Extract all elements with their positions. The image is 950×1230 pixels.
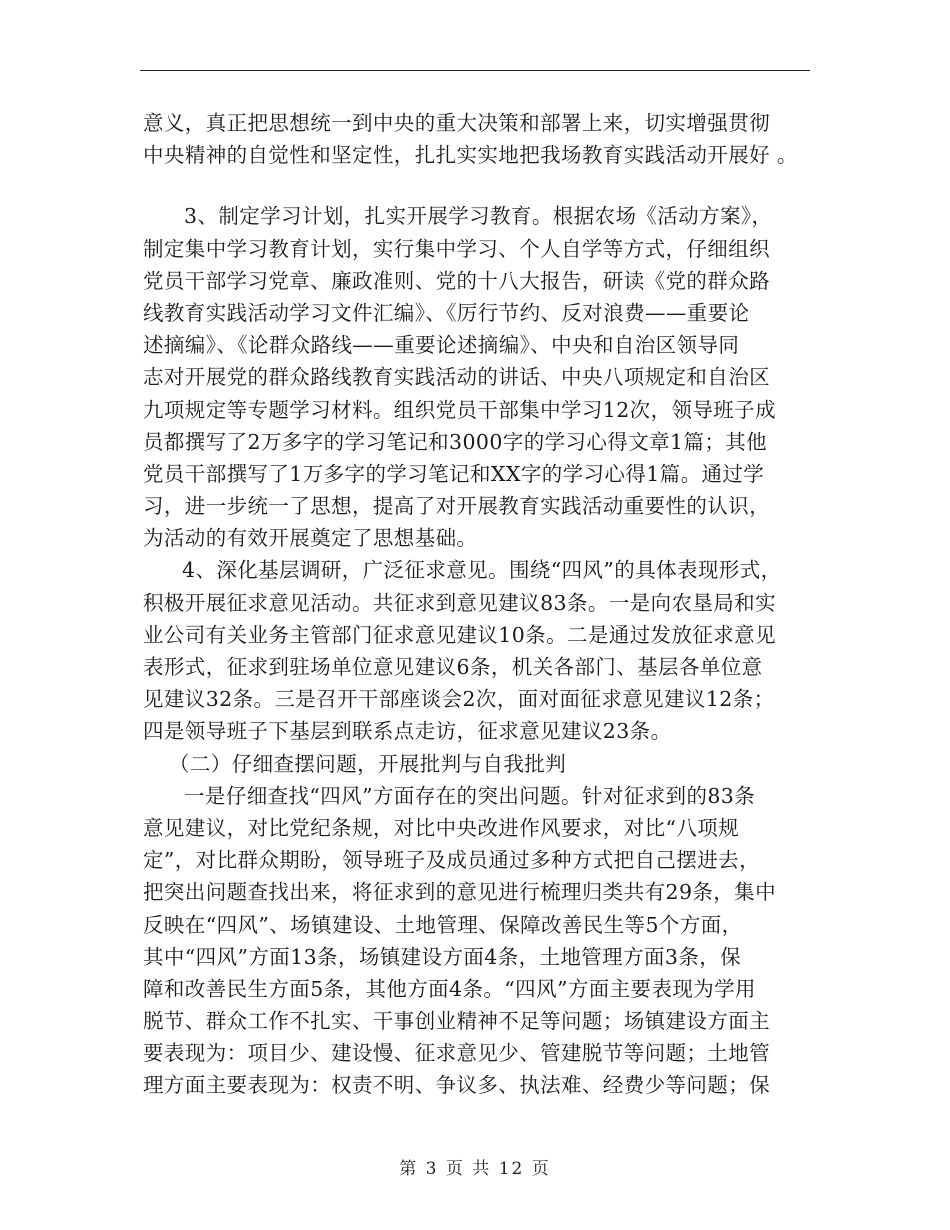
text-line: 制定集中学习教育计划，实行集中学习、个人自学等方式，仔细组织 bbox=[143, 236, 770, 261]
text-line: 其中“四风”方面13条，场镇建设方面4条，土地管理方面3条，保 bbox=[143, 944, 742, 969]
text-line: 党员干部学习党章、廉政准则、党的十八大报告，研读《党的群众路 bbox=[143, 268, 770, 293]
text-line: 志对开展党的群众路线教育实践活动的讲话、中央八项规定和自治区 bbox=[143, 365, 770, 390]
text-line: 见建议32条。三是召开干部座谈会2次，面对面征求意见建议12条； bbox=[143, 687, 775, 712]
text-line: 意义，真正把思想统一到中央的重大决策和部署上来，切实增强贯彻 bbox=[143, 111, 770, 135]
text-line: 理方面主要表现为：权责不明、争议多、执法难、经费少等问题；保 bbox=[143, 1073, 770, 1098]
paragraph bbox=[143, 200, 815, 554]
paragraph bbox=[143, 780, 815, 1102]
text-line: 四是领导班子下基层到联系点走访，征求意见建议23条。 bbox=[143, 719, 672, 744]
text-line: 要表现为：项目少、建设慢、征求意见少、管建脱节等问题；土地管 bbox=[143, 1041, 770, 1066]
text-line: 3、制定学习计划，扎实开展学习教育。根据农场《活动方案》， bbox=[184, 204, 773, 229]
text-line: 积极开展征求意见活动。共征求到意见建议83条。一是向农垦局和实 bbox=[143, 590, 776, 615]
text-line: 业公司有关业务主管部门征求意见建议10条。二是通过发放征求意见 bbox=[143, 622, 776, 647]
text-line: 为活动的有效开展奠定了思想基础。 bbox=[143, 526, 478, 551]
paragraph bbox=[143, 554, 815, 747]
text-line: 九项规定等专题学习材料。组织党员干部集中学习12次，领导班子成 bbox=[143, 397, 776, 422]
text-line: 意见建议，对比党纪条规，对比中央改进作风要求，对比“八项规 bbox=[143, 815, 740, 840]
page-footer: 第 3 页 共 12 页 bbox=[399, 1159, 551, 1179]
text-line: 习，进一步统一了思想，提高了对开展教育实践活动重要性的认识， bbox=[143, 494, 770, 519]
text-line: 4、深化基层调研，广泛征求意见。围绕“四风”的具体表现形式， bbox=[182, 558, 782, 583]
text-line: 表形式，征求到驻场单位意见建议6条，机关各部门、基层各单位意 bbox=[143, 655, 763, 679]
text-line: （二）仔细查摆问题，开展批判与自我批判 bbox=[169, 751, 567, 776]
text-line: 反映在“四风”、场镇建设、土地管理、保障改善民生等5个方面， bbox=[143, 912, 743, 937]
text-line: 障和改善民生方面5条，其他方面4条。“四风”方面主要表现为学用 bbox=[143, 976, 756, 1001]
text-line: 述摘编》、《论群众路线——重要论述摘编》、中央和自治区领导同 bbox=[143, 333, 740, 358]
text-line: 定”，对比群众期盼，领导班子及成员通过多种方式把自己摆进去， bbox=[143, 848, 760, 873]
text-line: 党员干部撰写了1万多字的学习笔记和XX字的学习心得1篇。通过学 bbox=[143, 461, 765, 486]
paragraph-gap bbox=[143, 171, 815, 200]
paragraph bbox=[143, 748, 815, 780]
document-body bbox=[143, 107, 815, 1102]
text-line: 员都撰写了2万多字的学习笔记和3000字的学习心得文章1篇；其他 bbox=[143, 429, 768, 454]
paragraph bbox=[143, 107, 815, 171]
text-line: 中央精神的自觉性和坚定性，扎扎实实地把我场教育实践活动开展好 。 bbox=[143, 143, 798, 168]
text-line: 线教育实践活动学习文件汇编》、《厉行节约、反对浪费——重要论 bbox=[143, 300, 750, 325]
header-rule bbox=[140, 70, 810, 71]
text-line: 脱节、群众工作不扎实、干事创业精神不足等问题；场镇建设方面主 bbox=[143, 1009, 770, 1034]
text-line: 一是仔细查找“四风”方面存在的突出问题。针对征求到的83条 bbox=[184, 783, 756, 808]
text-line: 把突出问题查找出来，将征求到的意见进行梳理归类共有29条，集中 bbox=[143, 880, 776, 905]
